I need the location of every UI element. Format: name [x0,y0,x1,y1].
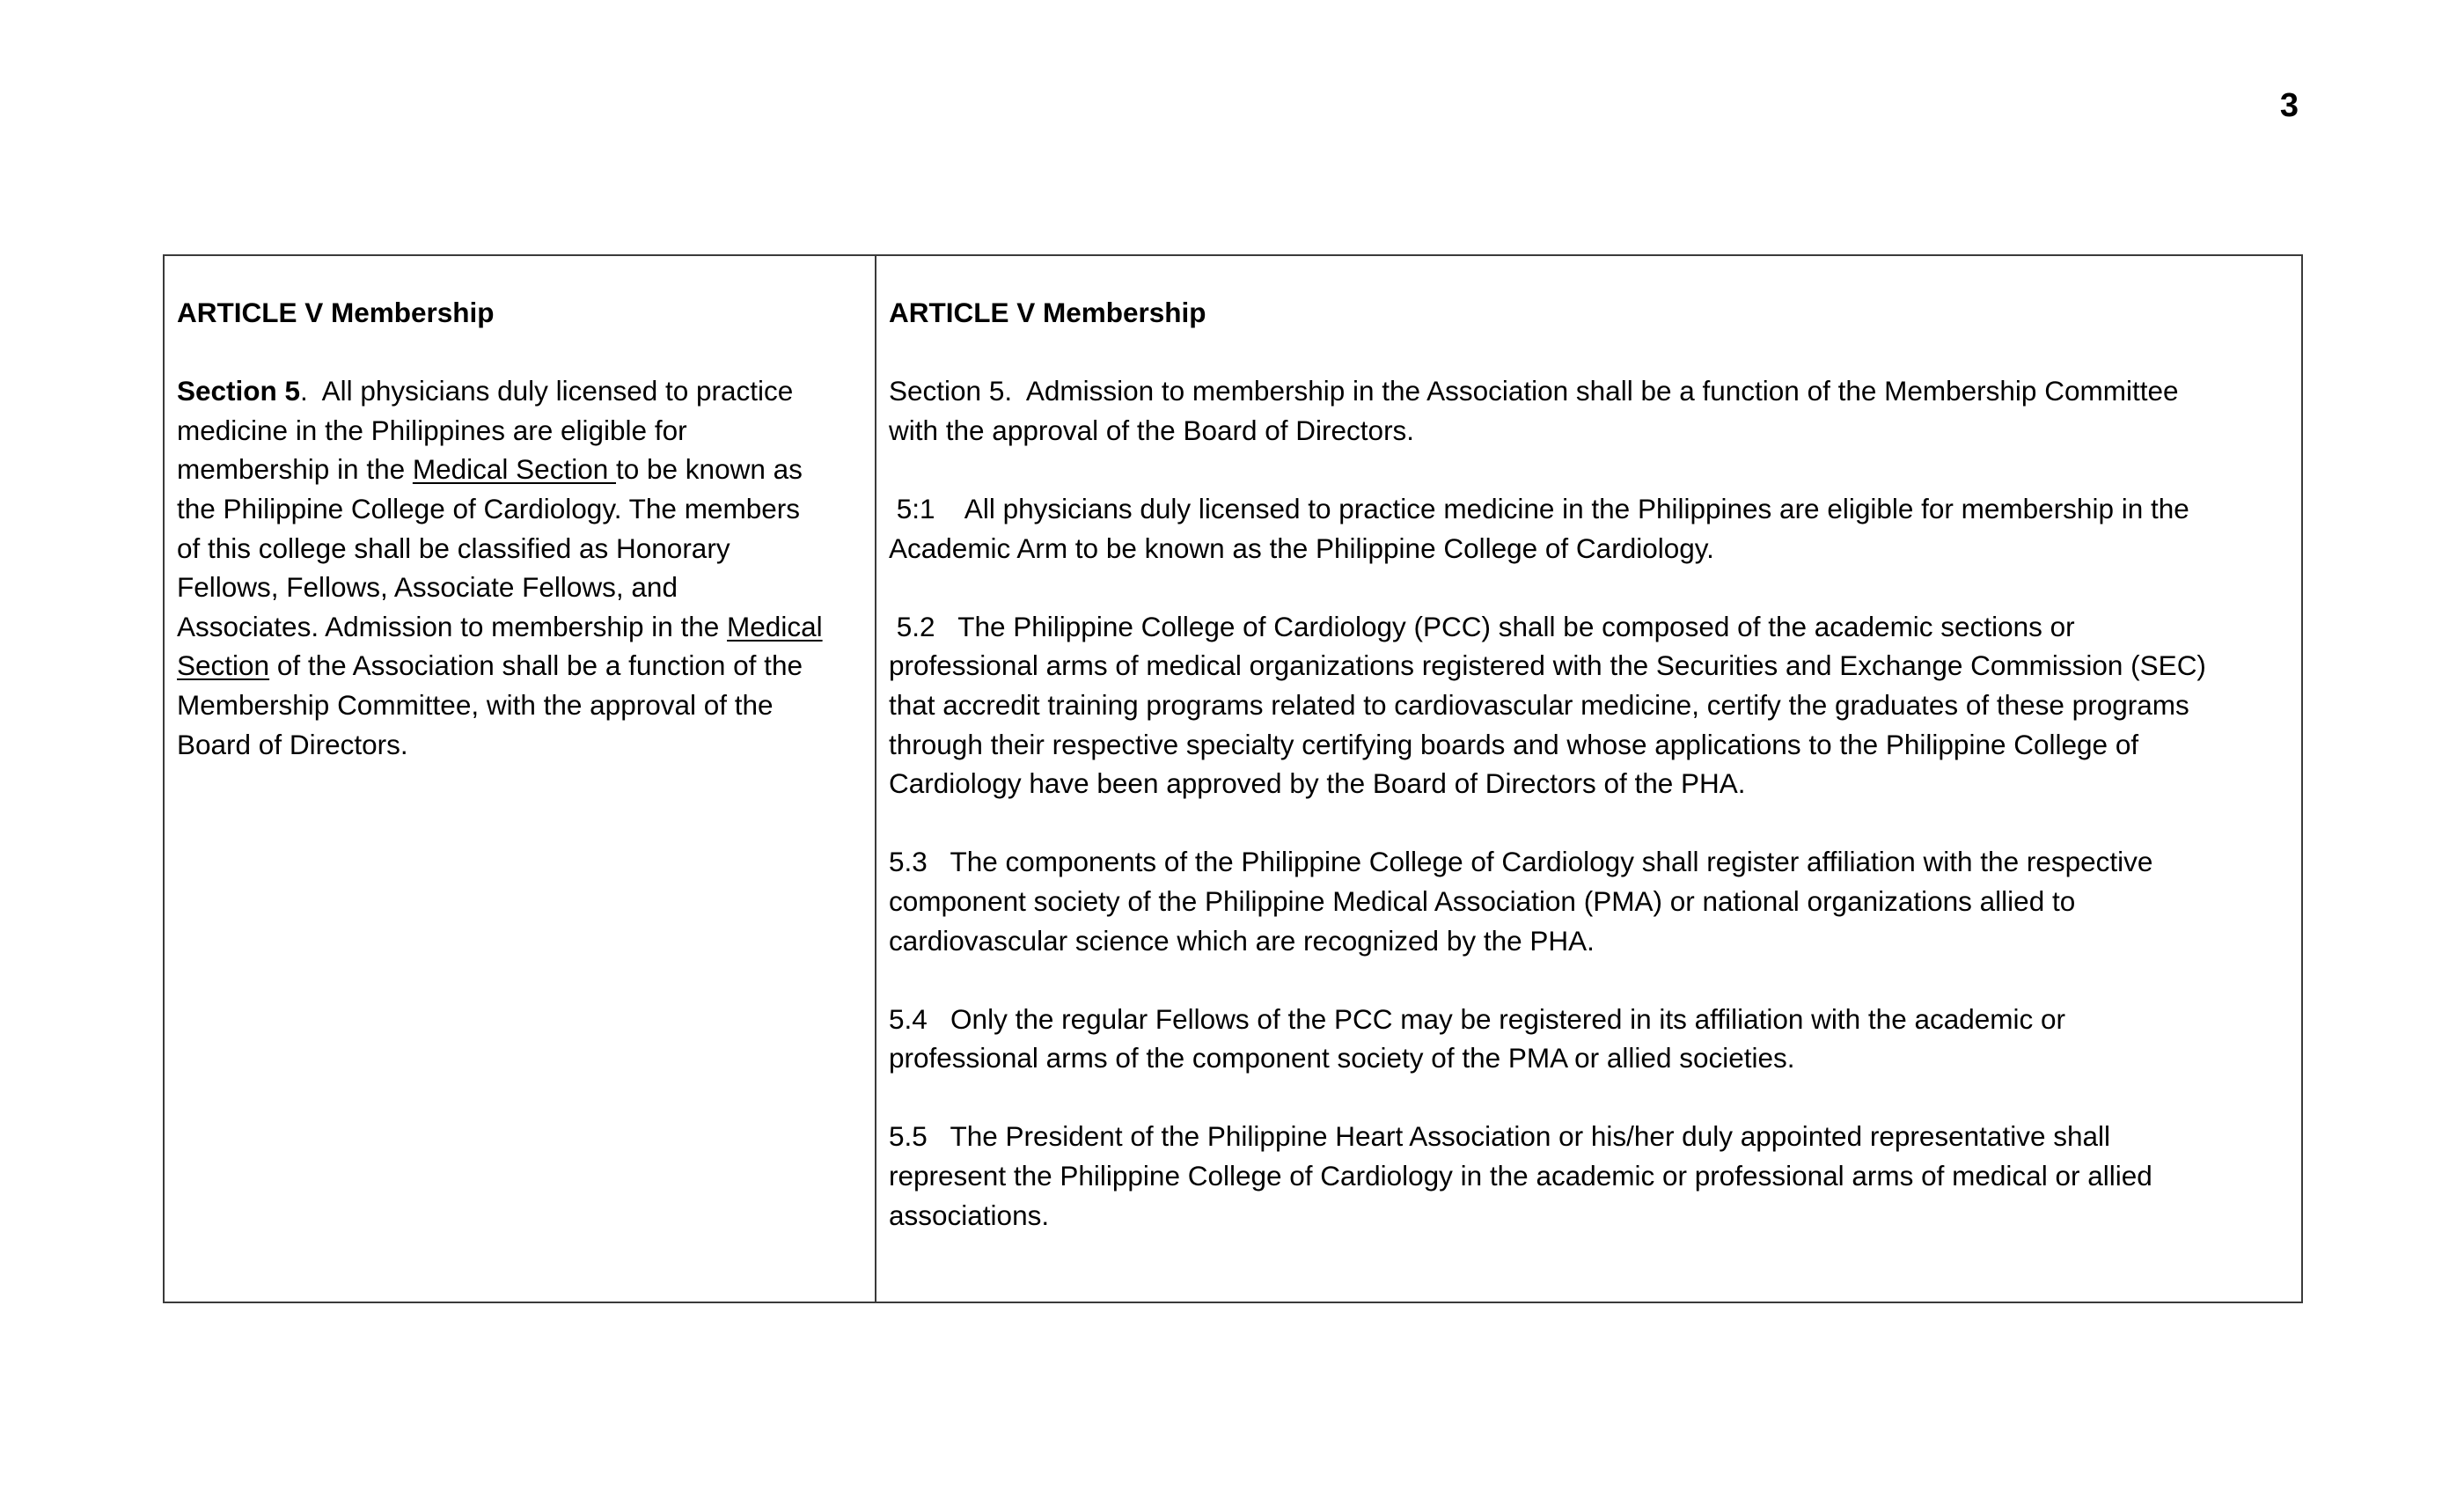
right-column-cell [876,256,2301,1302]
text-line: 5.4 Only the regular Fellows of the PCC may be registered in its affiliation with the academic or [889,1002,2066,1035]
text-run: Membership Committee, with the approval of the [177,688,774,721]
text-run: of the Association shall be a function of the [269,649,803,682]
text-line [177,725,866,765]
text-run: medicine in the Philippines are eligible for [177,414,687,446]
text-line [177,411,866,451]
text-line [177,646,866,686]
text-line [177,607,866,647]
text-line: professional arms of the component society of the PMA or allied societies. [889,1042,1795,1074]
text-line [177,686,866,725]
right-paragraphs [889,371,2289,1235]
text-line: 5.3 The components of the Philippine College of Cardiology shall register affiliation with the respective [889,846,2153,878]
left-column-cell [165,256,876,1302]
text-run: to be known as [616,453,803,486]
text-line: professional arms of medical organizations registered with the Securities and Exchange Commission (SEC) [889,649,2206,682]
subsection-5-5-paragraph [889,1117,2289,1235]
text-line [177,489,866,529]
left-section-5-paragraph [177,371,866,764]
text-run: membership in the [177,453,413,486]
text-line [177,371,866,411]
text-line: 5.2 The Philippine College of Cardiology (PCC) shall be composed of the academic sections or [889,610,2075,642]
text-line: Academic Arm to be known as the Philippine College of Cardiology. [889,532,1714,564]
text-line: represent the Philippine College of Cardiology in the academic or professional arms of medical or allied [889,1160,2152,1192]
text-run: Board of Directors. [177,728,408,760]
text-line [177,568,866,607]
text-line: 5:1 All physicians duly licensed to practice medicine in the Philippines are eligible for membership in the [889,492,2189,524]
text-run: Associates. Admission to membership in the [177,610,728,642]
right-article-heading: ARTICLE V Membership [889,297,1206,328]
text-run: Fellows, Fellows, Associate Fellows, and [177,571,678,604]
text-run: of this college shall be classified as Honorary [177,532,730,564]
text-line [177,529,866,568]
underlined-term: Medical [727,610,823,642]
subsection-5-1-paragraph [889,489,2289,568]
subsection-5-4-paragraph [889,1000,2289,1078]
comparison-table [163,254,2303,1303]
subsection-5-2-paragraph [889,607,2289,803]
text-line [177,450,866,489]
text-line: that accredit training programs related to cardiovascular medicine, certify the graduates of these programs [889,688,2189,721]
page-number: 3 [2279,87,2299,124]
underlined-term: Medical Section [412,453,616,486]
text-line: with the approval of the Board of Directors. [889,414,1415,446]
text-line: through their respective specialty certifying boards and whose applications to the Philippine College of [889,728,2139,760]
left-article-heading: ARTICLE V Membership [177,297,495,328]
text-line: Section 5. Admission to membership in the Association shall be a function of the Membership Committee [889,375,2179,407]
text-line: Cardiology have been approved by the Board of Directors of the PHA. [889,767,1746,800]
section-5-paragraph [889,371,2289,450]
text-line: component society of the Philippine Medical Association (PMA) or national organizations allied to [889,884,2076,917]
underlined-term: Section [177,649,270,682]
text-line: associations. [889,1199,1050,1231]
text-run: the Philippine College of Cardiology. The members [177,492,800,524]
text-run: . All physicians duly licensed to practice [300,375,794,407]
subsection-5-3-paragraph [889,842,2289,960]
section-label: Section 5 [177,375,301,407]
text-line: cardiovascular science which are recognized by the PHA. [889,924,1595,957]
text-line: 5.5 The President of the Philippine Heart Association or his/her duly appointed representative shall [889,1120,2110,1153]
